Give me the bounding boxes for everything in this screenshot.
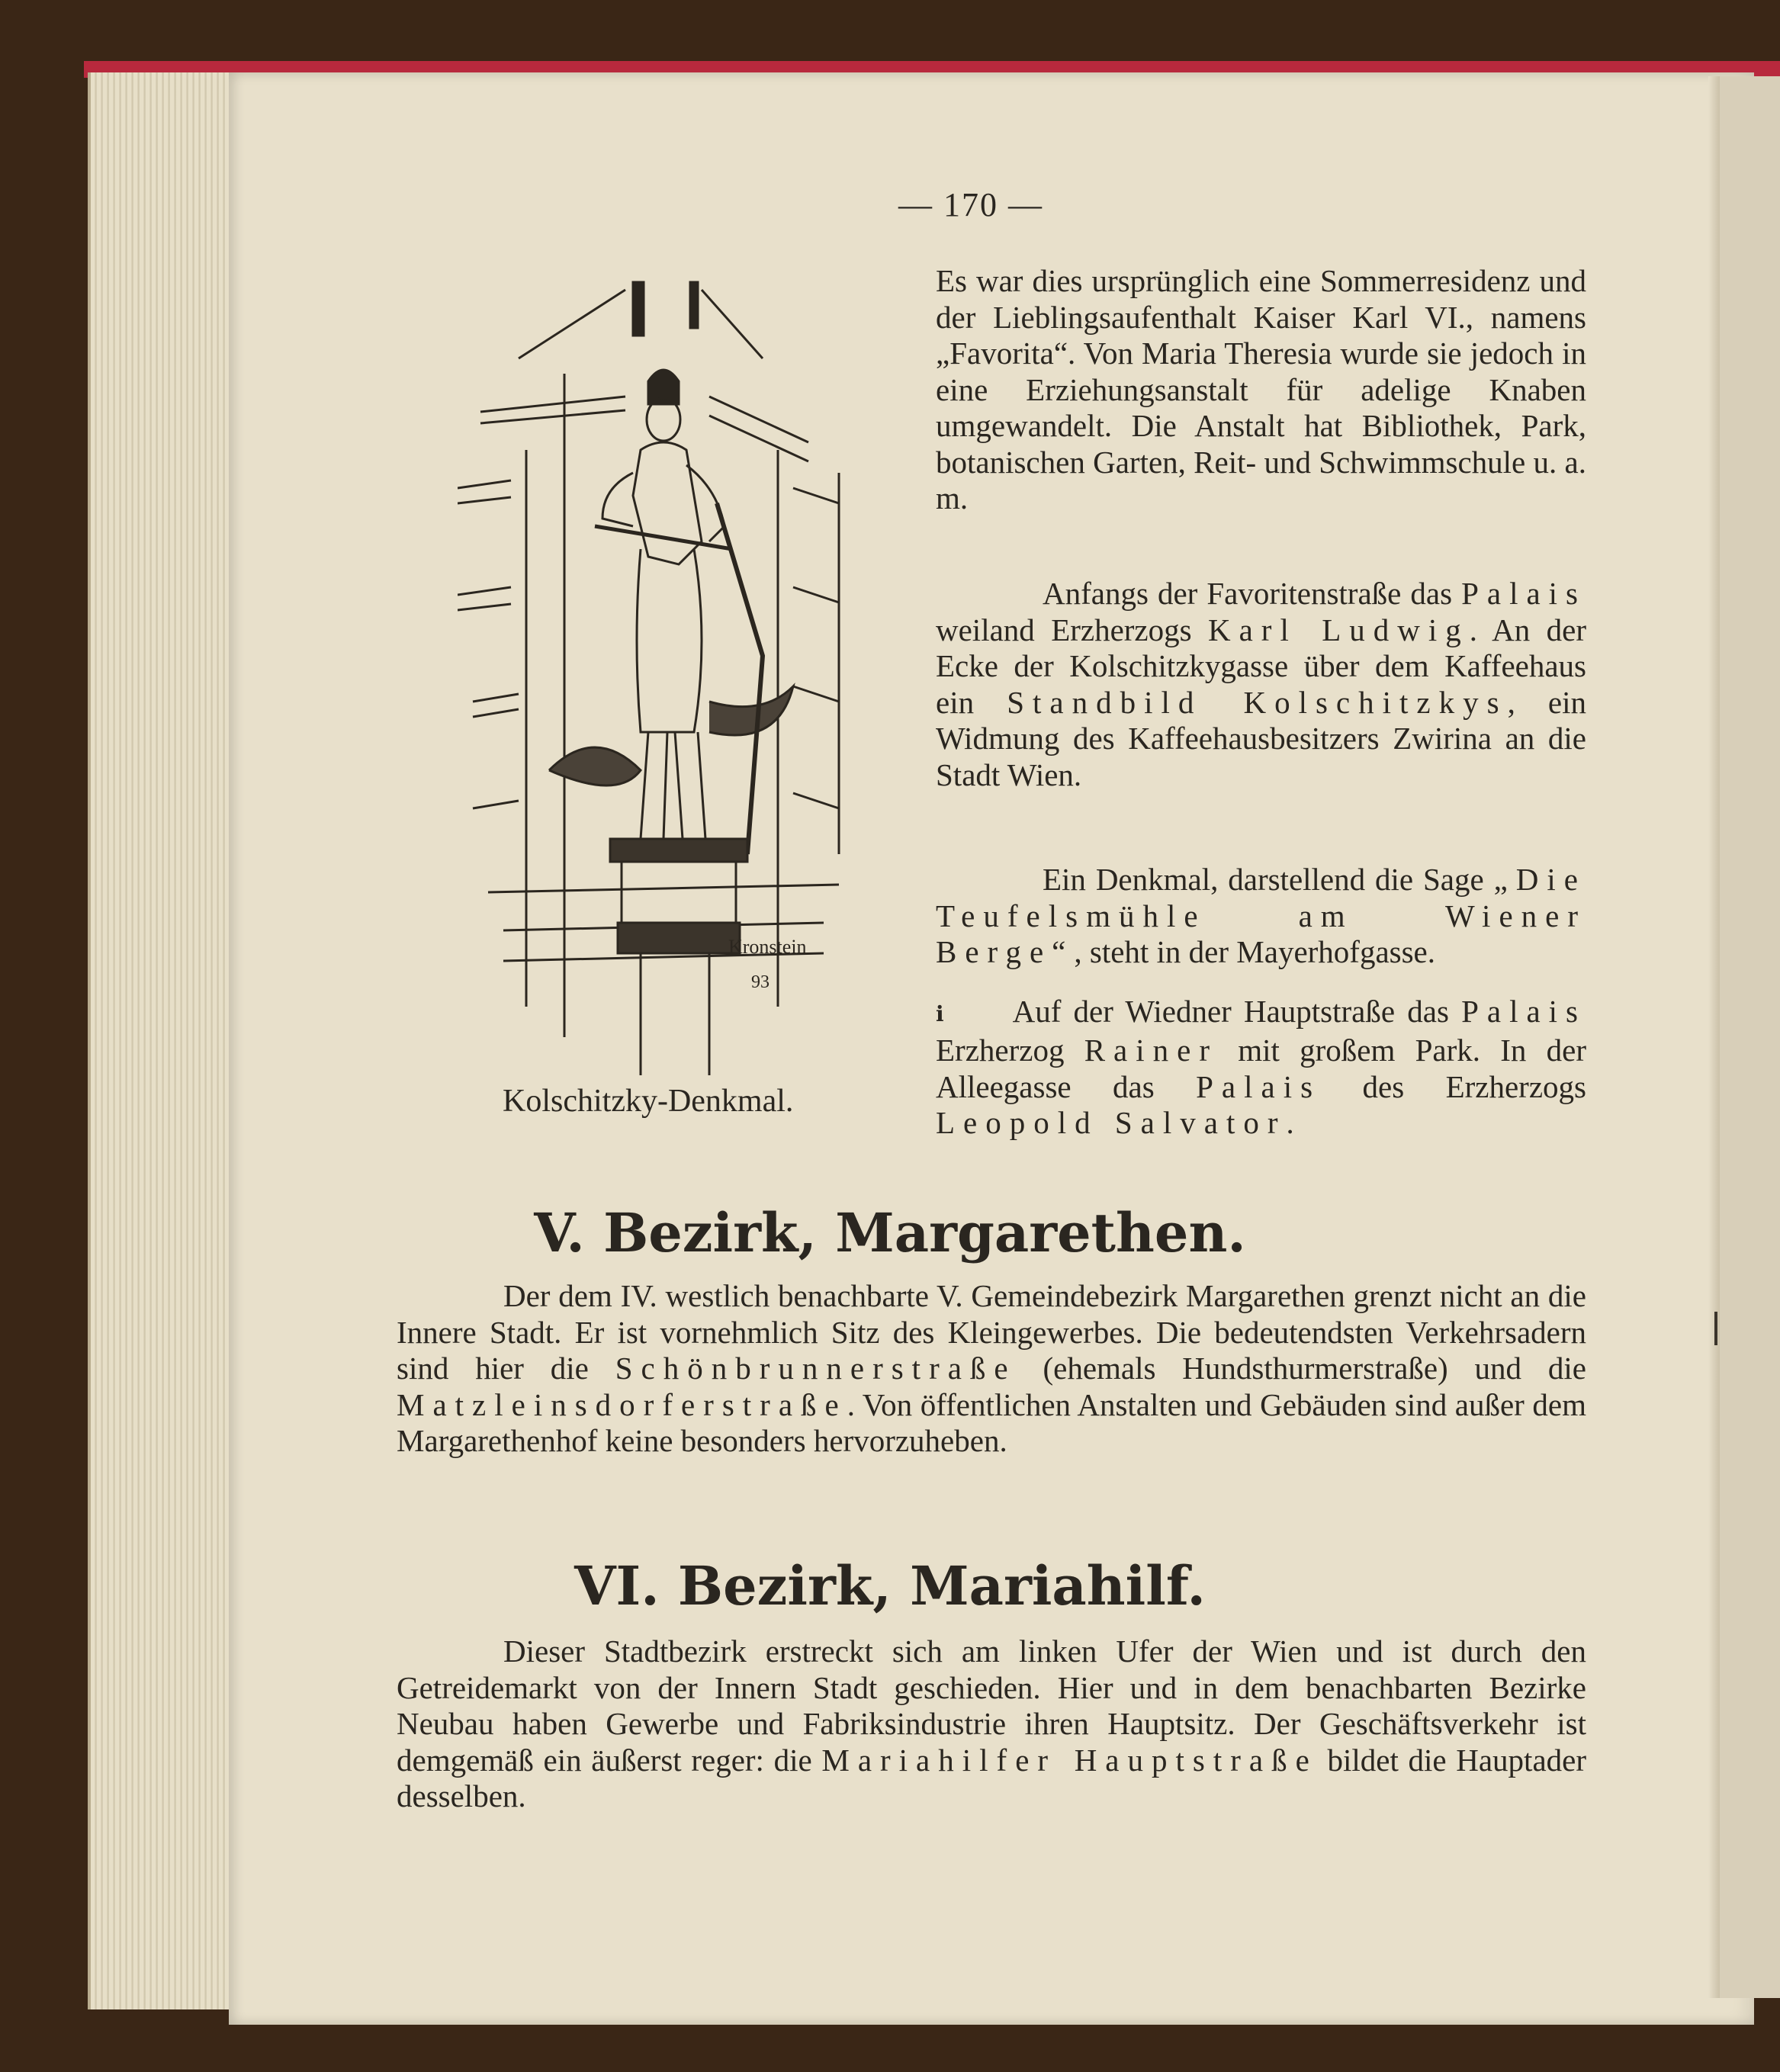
- emphasis: Karl Ludwig: [1207, 612, 1470, 647]
- page-stack-edge: [88, 72, 239, 2009]
- text: Anfangs der Favoritenstraße das: [1043, 576, 1462, 611]
- emphasis: Palais: [1461, 576, 1586, 611]
- text: (ehemals Hundsthurmerstraße) und die: [1016, 1351, 1586, 1386]
- text: Erzherzogs: [1051, 612, 1208, 647]
- text: Auf der Wiedner Hauptstraße das: [1012, 994, 1462, 1029]
- section-heading-margarethen: V. Bezirk, Margarethen.: [534, 1201, 1246, 1264]
- emphasis: Leopold Salvator: [936, 1105, 1287, 1141]
- page-edge-mark: [1714, 1312, 1717, 1345]
- emphasis: Standbild Kolschitzkys: [1007, 684, 1508, 720]
- emphasis: Palais: [1196, 1068, 1322, 1104]
- emphasis: Matzleinsdorferstraße: [397, 1386, 847, 1422]
- text: mit großem Park. In der Alleegasse das: [936, 1033, 1586, 1104]
- text: des Erzherzogs: [1321, 1068, 1586, 1104]
- paragraph-mariahilf: [397, 1634, 1586, 1815]
- marginal-mark-icon: ℹ: [936, 1002, 944, 1026]
- emphasis: „Die Teufelsmühle am Wiener Berge“: [936, 862, 1586, 969]
- text: weiland: [936, 612, 1052, 647]
- text: bildet die Hauptader desselben.: [397, 1742, 1586, 1813]
- page-number: — 170 —: [898, 186, 1043, 223]
- emphasis: Mariahilfer Hauptstraße: [821, 1742, 1318, 1778]
- text: . An der Ecke der Kolschitzkygasse über dem Kaffeehaus ein: [936, 612, 1587, 720]
- paragraph-favoritenstrasse: [936, 576, 1586, 793]
- illustration-year: 93: [751, 972, 770, 992]
- text: .: [1286, 1105, 1294, 1141]
- next-page-edge: [1720, 76, 1780, 1998]
- paragraph-wiedner-hauptstrasse: [936, 994, 1586, 1142]
- text: Dieser Stadtbezirk erstreckt sich am linken Ufer der Wien und ist durch den Getreidemarkt von der Innern Stadt geschieden. Hier und in dem benachbarten Bezirke Neubau haben Gewerbe und Fabriksindustrie ihren Hauptsitz. Der Geschäftsverkehr ist demgemäß ein äußerst reger: die: [397, 1634, 1586, 1778]
- paragraph-favorita: Es war dies ursprünglich eine Sommerresidenz und der Lieblingsaufenthalt Kaiser Karl VI., namens „Favorita“. Von Maria Theresia wurde sie jedoch in eine Erziehungsanstalt für adelige Knaben umgewandelt. Die Anstalt hat Bibliothek, Park, botanischen Garten, Reit- und Schwimmschule u. a. m.: [936, 263, 1586, 516]
- kolschitzky-monument-illustration: [458, 275, 869, 1083]
- illustration-caption: Kolschitzky-Denkmal.: [503, 1084, 794, 1119]
- paragraph-teufelsmuehle: [936, 862, 1586, 971]
- emphasis: Schönbrunnerstraße: [615, 1351, 1017, 1386]
- text: , ein Widmung des Kaffeehausbesitzers Zwirina an die Stadt Wien.: [936, 684, 1587, 792]
- section-heading-mariahilf: VI. Bezirk, Mariahilf.: [574, 1554, 1206, 1617]
- text: . Von öffentlichen Anstalten und Gebäuden sind außer dem Margarethenhof keine besonders hervorzuheben.: [397, 1386, 1586, 1458]
- text: Ein Denkmal, darstellend die Sage: [1043, 862, 1494, 897]
- text: , steht in der Mayerhofgasse.: [1074, 934, 1436, 969]
- illustration-signature: Kronstein: [728, 936, 807, 958]
- text: Der dem IV. westlich benachbarte V. Gemeindebezirk Margarethen grenzt nicht an die Innere Stadt. Er ist vornehmlich Sitz des Kleingewerbes. Die bedeutendsten Verkehrsadern sind hier die: [397, 1278, 1586, 1386]
- text: Erzherzog: [936, 1033, 1084, 1068]
- paragraph-margarethen: [397, 1278, 1586, 1460]
- emphasis: Rainer: [1084, 1033, 1218, 1068]
- emphasis: Palais: [1461, 994, 1586, 1029]
